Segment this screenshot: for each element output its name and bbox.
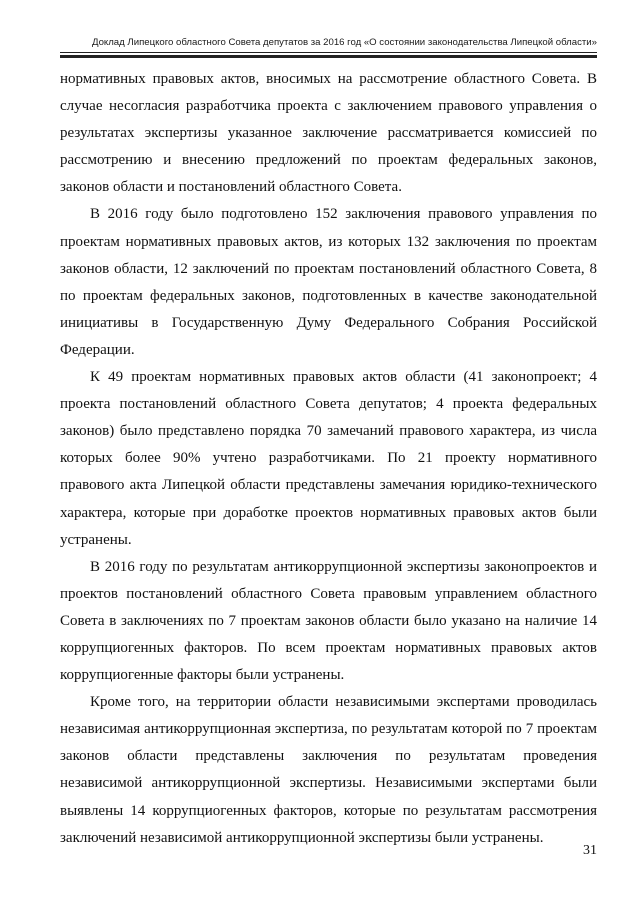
header-rule-thick [60,55,597,58]
paragraph-remarks: К 49 проектам нормативных правовых актов области (41 законопроект; 4 проекта постановлений областного Совета депутатов; 4 проекта федеральных законов) было представлено порядка 70 замечаний правового характера, из числа которых более 90% учтено разработчиками. По 21 проекту нормативного правового акта Липецкой области представлены замечания юридико-технического характера, которые при доработке проектов нормативных правовых актов были устранены. [60,369,597,548]
paragraph-continued: нормативных правовых актов, вносимых на рассмотрение областного Совета. В случае несогласия разработчика проекта с заключением правового управления о результатах экспертизы указанное заключение рассматривается комиссией по рассмотрению и внесению предложений по проектам федеральных законов, законов области и постановлений областного Совета. [60,71,597,196]
document-body [60,66,597,852]
paragraph-conclusions-2016: В 2016 году было подготовлено 152 заключения правового управления по проектам нормативных правовых актов, из которых 132 заключения по проектам законов области, 12 заключений по проектам постановлений областного Совета, 8 по проектам федеральных законов, подготовленных в качестве законодательной инициативы в Государственную Думу Федерального Собрания Российской Федерации. [60,206,597,358]
running-header: Доклад Липецкого областного Совета депутатов за 2016 год «О состоянии законодательства Липецкой области» [91,37,597,48]
paragraph-independent-expertise: Кроме того, на территории области независимыми экспертами проводилась независимая антикоррупционная экспертиза, по результатам которой по 7 проектам законов области представлены заключения по результатам проведения независимой антикоррупционной экспертизы. Независимыми экспертами были выявлены 14 коррупциогенных факторов, которые по результатам рассмотрения заключений независимой антикоррупционной экспертизы были устранены. [60,694,597,846]
page-number: 31 [583,843,597,858]
paragraph-anticorruption-expertise: В 2016 году по результатам антикоррупционной экспертизы законопроектов и проектов постановлений областного Совета правовым управлением областного Совета в заключениях по 7 проектам законов области было указано на наличие 14 коррупциогенных факторов. По всем проектам нормативных правовых актов коррупциогенные факторы были устранены. [60,558,597,684]
header-rule-thin [60,52,597,53]
